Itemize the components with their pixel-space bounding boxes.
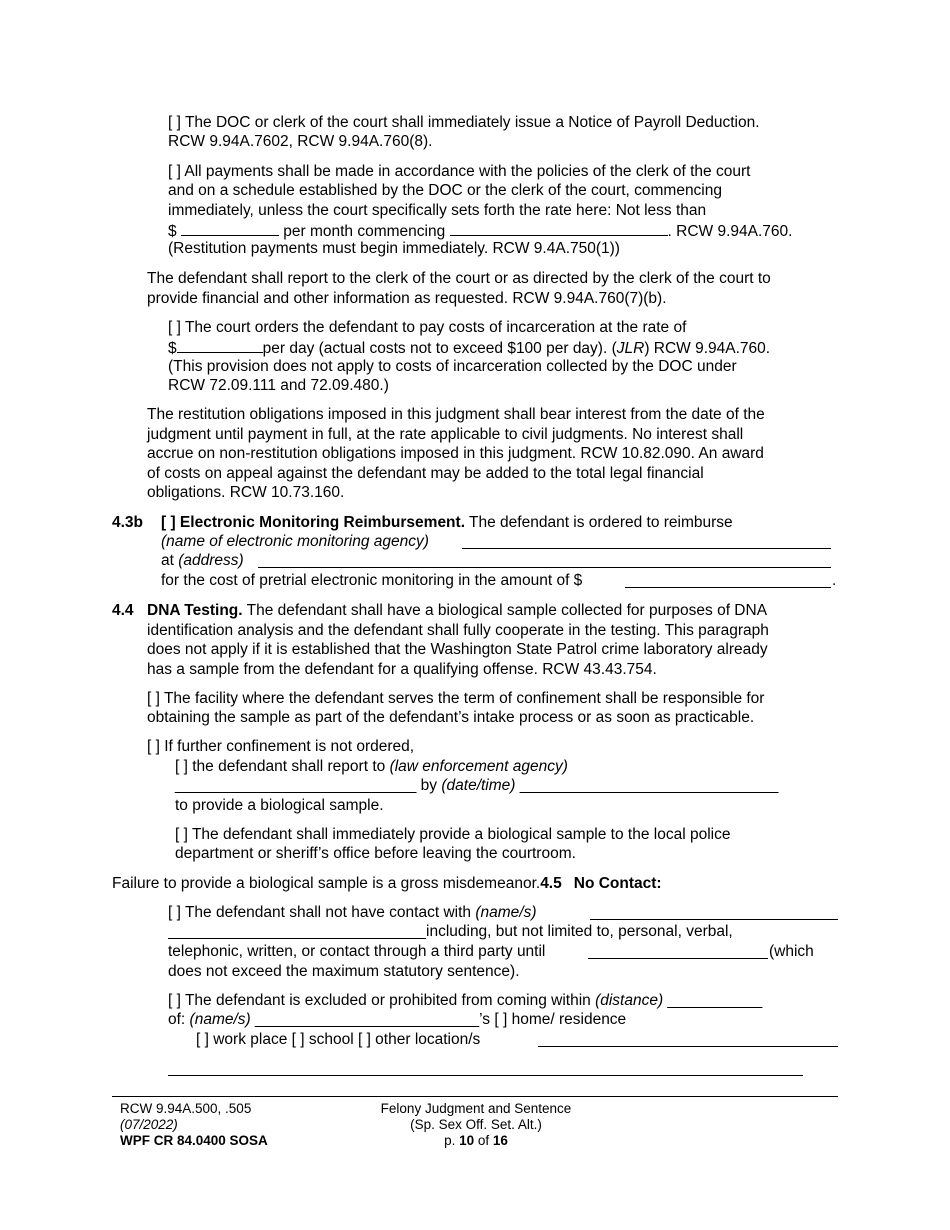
payments-line-3: immediately, unless the court specifically sets forth the rate here: Not less than bbox=[168, 202, 707, 219]
report-label: [ ] the defendant shall report to bbox=[175, 758, 390, 775]
footer-rcw: RCW 9.94A.500, .505 bbox=[120, 1101, 252, 1116]
location-options[interactable]: [ ] work place [ ] school [ ] other location/s bbox=[196, 1031, 481, 1048]
facility-line-1: [ ] The facility where the defendant serves the term of confinement shall be responsible for bbox=[147, 690, 765, 707]
no-contact-line-4: does not exceed the maximum statutory sentence). bbox=[168, 963, 520, 980]
monitoring-amount-field[interactable] bbox=[625, 572, 831, 588]
distance-label: (distance) bbox=[595, 992, 664, 1009]
footer-divider bbox=[112, 1096, 838, 1097]
other-location-field-2[interactable] bbox=[168, 1075, 803, 1076]
section-heading: [ ] Electronic Monitoring Reimbursement. bbox=[161, 514, 465, 531]
dna-line-1 bbox=[147, 601, 767, 620]
dna-line-3: does not apply if it is established that the Washington State Patrol crime laboratory already bbox=[147, 641, 768, 658]
agency-datetime-line bbox=[175, 776, 778, 795]
page-current: 10 bbox=[459, 1133, 475, 1148]
other-location-field[interactable] bbox=[538, 1031, 838, 1047]
by-label: by bbox=[416, 777, 442, 794]
cost-label: for the cost of pretrial electronic monitoring in the amount of $ bbox=[161, 572, 583, 589]
section-heading: DNA Testing. bbox=[147, 602, 243, 619]
interest-line-1: The restitution obligations imposed in this judgment shall bear interest from the date of the bbox=[147, 406, 765, 423]
per-day-rate-field[interactable] bbox=[177, 337, 263, 353]
footer-subtitle: (Sp. Sex Off. Set. Alt.) bbox=[410, 1117, 542, 1132]
interest-line-2: judgment until payment in full, at the rate applicable to civil judgments. No interest shall bbox=[147, 426, 744, 443]
monitoring-cost-line bbox=[161, 571, 582, 590]
footer-form-number: WPF CR 84.0400 SOSA bbox=[120, 1133, 268, 1148]
exclusion-label: [ ] The defendant is excluded or prohibited from coming within bbox=[168, 992, 596, 1009]
monitoring-agency-line bbox=[161, 532, 429, 551]
contact-names-field-2[interactable] bbox=[168, 923, 426, 939]
dna-line-4: has a sample from the defendant for a qualifying offense. RCW 43.43.754. bbox=[147, 661, 657, 678]
distance-field[interactable]: ___________ bbox=[663, 992, 763, 1009]
payments-line-2: and on a schedule established by the DOC or the clerk of the court, commencing bbox=[168, 182, 722, 199]
section-text: The defendant shall have a biological sample collected for purposes of DNA bbox=[242, 602, 768, 619]
page-prefix: p. bbox=[444, 1133, 460, 1148]
monthly-amount-field[interactable] bbox=[181, 220, 279, 236]
at-label: at bbox=[161, 552, 179, 569]
address-field[interactable] bbox=[258, 552, 831, 568]
agency-label: (law enforcement agency) bbox=[389, 758, 568, 775]
agency-field[interactable]: ____________________________ bbox=[175, 777, 417, 794]
section-text: The defendant is ordered to reimburse bbox=[465, 514, 733, 531]
report-line-1: The defendant shall report to the clerk of the court or as directed by the clerk of the court to bbox=[147, 270, 771, 287]
address-label: (address) bbox=[178, 552, 244, 569]
dna-line-2: identification analysis and the defendant shall fully cooperate in the testing. This paragraph bbox=[147, 622, 769, 639]
incarceration-line-3: (This provision does not apply to costs of incarceration collected by the DOC under bbox=[168, 358, 737, 375]
until-label: telephonic, written, or contact through a third party until bbox=[168, 943, 546, 960]
interest-line-4: of costs on appeal against the defendant may be added to the total legal financial bbox=[147, 465, 704, 482]
datetime-field[interactable]: ______________________________ bbox=[515, 777, 779, 794]
provide-sample-line: to provide a biological sample. bbox=[175, 797, 384, 814]
of-label: of: bbox=[168, 1011, 190, 1028]
report-to-agency-line bbox=[175, 757, 568, 776]
section-number-4-4: 4.4 bbox=[112, 602, 134, 619]
home-residence-option[interactable]: ’s [ ] home/ residence bbox=[479, 1011, 627, 1028]
period: . bbox=[832, 572, 837, 589]
immediate-line-2: department or sheriff’s office before leaving the courtroom. bbox=[175, 845, 576, 862]
no-contact-line-1 bbox=[168, 903, 537, 922]
commencing-date-field[interactable] bbox=[450, 220, 668, 236]
interest-line-3: accrue on non-restitution obligations imposed in this judgment. RCW 10.82.090. An award bbox=[147, 445, 764, 462]
contact-names-field[interactable] bbox=[590, 904, 838, 920]
which-text: (which bbox=[769, 943, 814, 960]
exclusion-line-2 bbox=[168, 1010, 626, 1029]
section-number-4-5: 4.5 bbox=[540, 875, 562, 892]
no-contact-line-3 bbox=[168, 942, 545, 961]
immediate-line-1: [ ] The defendant shall immediately provide a biological sample to the local police bbox=[175, 826, 731, 843]
exclusion-line-1 bbox=[168, 991, 762, 1010]
address-line bbox=[161, 551, 244, 570]
dollar-sign: $ bbox=[168, 340, 177, 357]
exclusion-line-3 bbox=[196, 1030, 480, 1049]
dollar-sign: $ bbox=[168, 223, 177, 240]
interest-line-5: obligations. RCW 10.73.160. bbox=[147, 484, 345, 501]
rcw-citation: ) RCW 9.94A.760. bbox=[644, 340, 771, 357]
further-confinement-line: [ ] If further confinement is not ordered, bbox=[147, 738, 415, 755]
no-contact-line-2: including, but not limited to, personal, verbal, bbox=[426, 923, 733, 940]
names-label: (name/s) bbox=[475, 904, 537, 921]
failure-line bbox=[112, 874, 662, 893]
payments-line-1: [ ] All payments shall be made in accordance with the policies of the clerk of the court bbox=[168, 163, 751, 180]
jlr-text: JLR bbox=[616, 340, 645, 357]
section-number-4-3b: 4.3b bbox=[112, 514, 144, 531]
page-total: 16 bbox=[492, 1133, 508, 1148]
payroll-deduction-line-1: [ ] The DOC or clerk of the court shall immediately issue a Notice of Payroll Deduction. bbox=[168, 114, 760, 131]
failure-text: Failure to provide a biological sample is a gross misdemeanor. bbox=[112, 875, 541, 892]
payroll-deduction-line-2: RCW 9.94A.7602, RCW 9.94A.760(8). bbox=[168, 133, 433, 150]
payments-line-4 bbox=[168, 220, 792, 241]
payments-line-5: (Restitution payments must begin immediately. RCW 9.4A.750(1)) bbox=[168, 240, 620, 257]
footer-date: (07/2022) bbox=[120, 1117, 178, 1132]
incarceration-line-1: [ ] The court orders the defendant to pay costs of incarceration at the rate of bbox=[168, 319, 687, 336]
section-4-3b-heading-line bbox=[161, 513, 733, 532]
datetime-label: (date/time) bbox=[441, 777, 516, 794]
until-date-field[interactable] bbox=[588, 943, 768, 959]
per-day-text: per day (actual costs not to exceed $100 per day). ( bbox=[262, 340, 617, 357]
page-of: of bbox=[474, 1133, 493, 1148]
per-month-label: per month commencing bbox=[283, 223, 446, 240]
incarceration-line-2 bbox=[168, 337, 770, 358]
footer-title: Felony Judgment and Sentence bbox=[380, 1101, 572, 1116]
agency-field[interactable] bbox=[462, 533, 831, 549]
facility-line-2: obtaining the sample as part of the defendant’s intake process or as soon as practicable. bbox=[147, 709, 755, 726]
footer-page-number bbox=[376, 1132, 576, 1149]
agency-label: (name of electronic monitoring agency) bbox=[161, 533, 429, 550]
no-contact-label: [ ] The defendant shall not have contact with bbox=[168, 904, 476, 921]
incarceration-line-4: RCW 72.09.111 and 72.09.480.) bbox=[168, 377, 389, 394]
rcw-citation: . RCW 9.94A.760. bbox=[667, 223, 793, 240]
report-line-2: provide financial and other information as requested. RCW 9.94A.760(7)(b). bbox=[147, 290, 667, 307]
section-heading: No Contact: bbox=[573, 875, 662, 892]
names-label: (name/s) bbox=[189, 1011, 251, 1028]
names-field[interactable]: __________________________ bbox=[250, 1011, 480, 1028]
